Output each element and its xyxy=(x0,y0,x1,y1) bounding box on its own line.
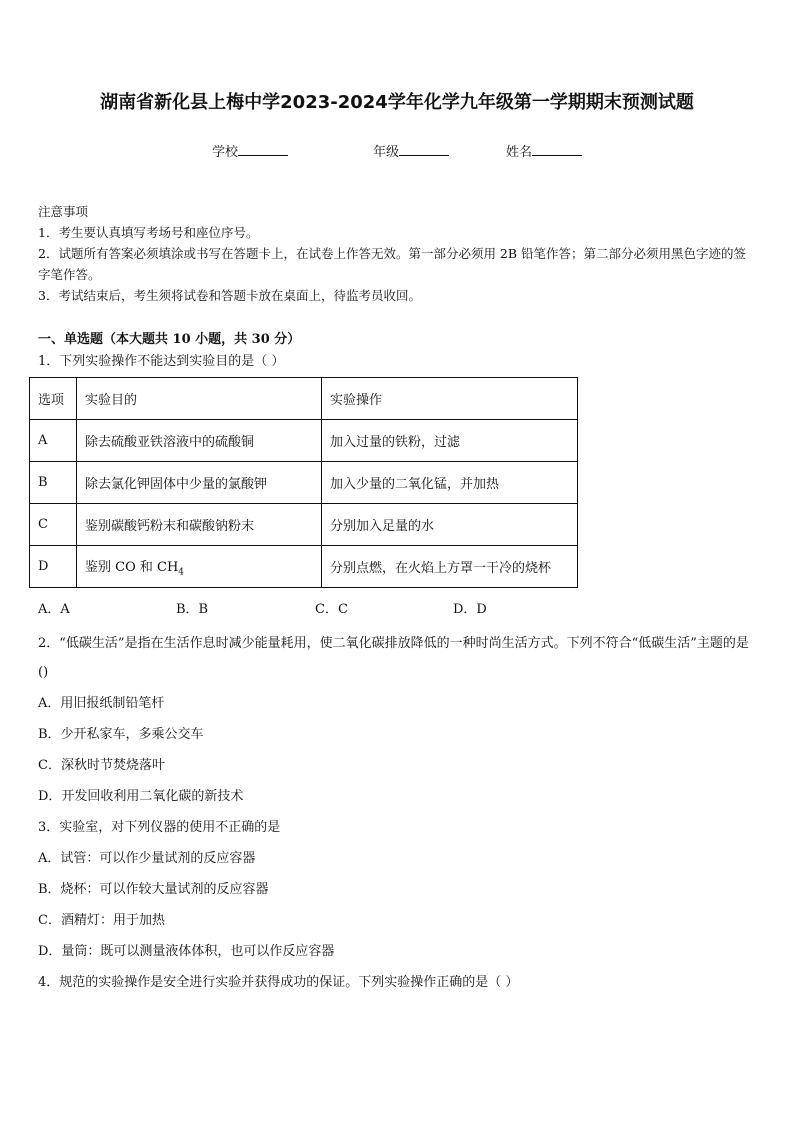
q2-choice-d: D．开发回收利用二氧化碳的新技术 xyxy=(38,789,244,804)
table-header: 选项 xyxy=(30,378,77,420)
table-cell xyxy=(77,546,322,588)
q3-choice-b: B．烧杯：可以作较大量试剂的反应容器 xyxy=(38,882,269,897)
table-row xyxy=(30,546,578,588)
experiment-table xyxy=(29,377,578,588)
table-cell: B xyxy=(30,462,77,504)
notice-item-1: 1．考生要认真填写考场号和座位序号。 xyxy=(38,225,259,240)
question-2-stem: 2．“低碳生活”是指在生活作息时减少能量耗用，使二氧化碳排放降低的一种时尚生活方式。下列不符合“低碳生活”主题的是() xyxy=(38,636,749,680)
q2-choice-b: B．少开私家车，多乘公交车 xyxy=(38,727,204,742)
question-4-stem: 4．规范的实验操作是安全进行实验并获得成功的保证。下列实验操作正确的是（ ） xyxy=(38,975,519,990)
name-label: 姓名 xyxy=(506,145,533,160)
table-header: 实验操作 xyxy=(322,378,578,420)
page-title: 湖南省新化县上梅中学2023-2024学年化学九年级第一学期期末预测试题 xyxy=(100,92,694,113)
table-cell: C xyxy=(30,504,77,546)
table-header: 实验目的 xyxy=(77,378,322,420)
table-cell: 鉴别碳酸钙粉末和碳酸钠粉末 xyxy=(77,504,322,546)
q1-choice-c: C．C xyxy=(315,602,348,617)
table-cell: 除去氯化钾固体中少量的氯酸钾 xyxy=(77,462,322,504)
section-heading: 一、单选题（本大题共 10 小题，共 30 分） xyxy=(38,332,301,347)
table-cell: 分别点燃，在火焰上方罩一干冷的烧杯 xyxy=(322,546,578,588)
notice-section xyxy=(38,201,758,306)
name-blank xyxy=(532,143,582,156)
grade-blank xyxy=(399,143,449,156)
name-field xyxy=(506,141,582,160)
school-field xyxy=(212,141,288,160)
table-cell: 加入少量的二氧化锰，并加热 xyxy=(322,462,578,504)
school-blank xyxy=(238,143,288,156)
question-3-stem: 3．实验室，对下列仪器的使用不正确的是 xyxy=(38,820,281,835)
q1-choice-d: D．D xyxy=(453,602,487,617)
table-cell: D xyxy=(30,546,77,588)
q1-choice-a: A．A xyxy=(38,602,70,617)
q2-choice-a: A．用旧报纸制铅笔杆 xyxy=(38,696,165,711)
table-header-row xyxy=(30,378,578,420)
ch4-formula: 鉴别 CO 和 CH xyxy=(85,559,179,575)
school-label: 学校 xyxy=(212,145,239,160)
q3-choice-a: A．试管：可以作少量试剂的反应容器 xyxy=(38,851,256,866)
table-cell: 除去硫酸亚铁溶液中的硫酸铜 xyxy=(77,420,322,462)
q3-choice-d: D．量筒：既可以测量液体体积，也可以作反应容器 xyxy=(38,944,335,959)
q3-choice-c: C．酒精灯：用于加热 xyxy=(38,913,165,928)
notice-item-3: 3．考试结束后，考生须将试卷和答题卡放在桌面上，待监考员收回。 xyxy=(38,288,421,303)
table-row xyxy=(30,420,578,462)
table-row xyxy=(30,462,578,504)
q1-choice-b: B．B xyxy=(176,602,209,617)
table-row xyxy=(30,504,578,546)
grade-label: 年级 xyxy=(373,145,400,160)
question-1-stem: 1．下列实验操作不能达到实验目的是（ ） xyxy=(38,354,285,369)
q2-choice-c: C．深秋时节焚烧落叶 xyxy=(38,758,165,773)
table-cell: A xyxy=(30,420,77,462)
ch4-subscript: 4 xyxy=(178,567,185,578)
notice-heading: 注意事项 xyxy=(38,204,89,219)
table-cell: 分别加入足量的水 xyxy=(322,504,578,546)
notice-item-2: 2．试题所有答案必须填涂或书写在答题卡上，在试卷上作答无效。第一部分必须用 2B 铅笔作答；第二部分必须用黑色字迹的签字笔作答。 xyxy=(38,246,747,282)
table-cell: 加入过量的铁粉，过滤 xyxy=(322,420,578,462)
grade-field xyxy=(373,141,449,160)
